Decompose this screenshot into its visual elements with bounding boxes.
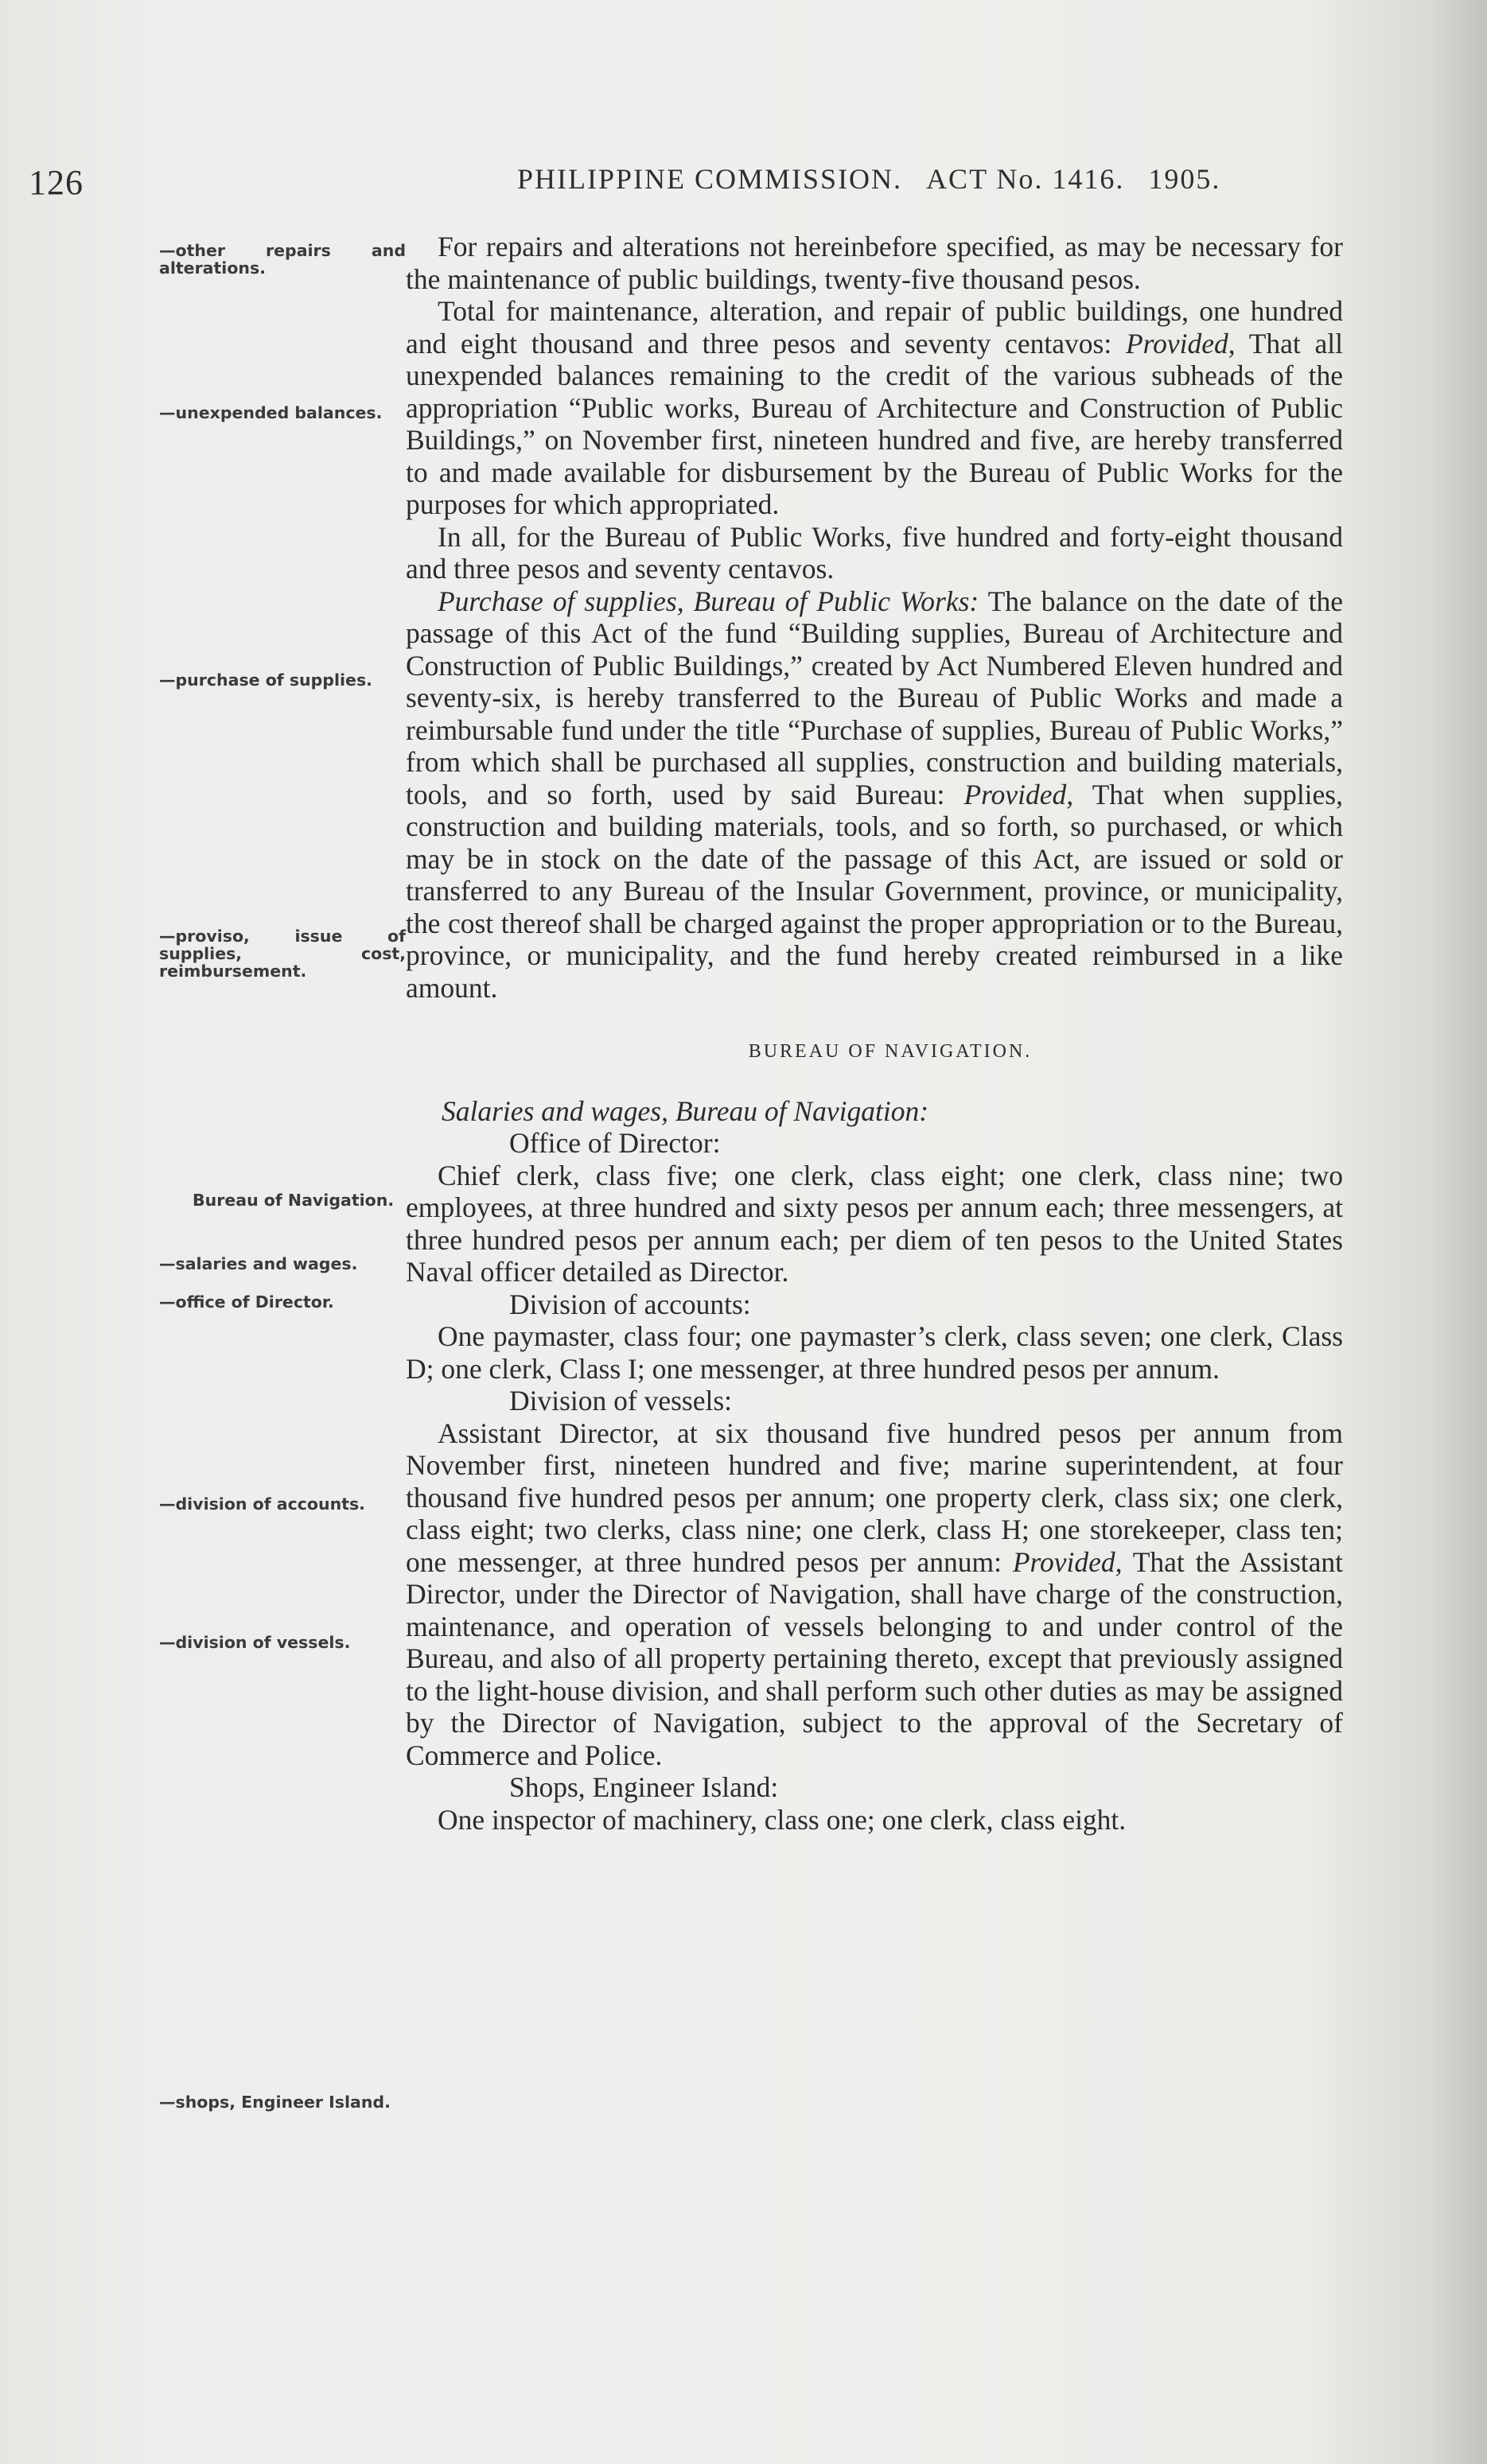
subheading-shops-engineer-island: Shops, Engineer Island:	[509, 1771, 779, 1803]
text-run: The balance on the date of the passage of this Act of the fund “Building supplies, Bureau of Architecture and Construction of Public Buildings,” created by Act Numbered Eleven hundred and seventy-six, is hereby transferred to the Bureau of Public Works and made a reimbursable fund under the title “Purchase of supplies, Bureau of Public Works,” from which shall be purchased all supplies, construction and building materials, tools, and so forth, used by said Bureau:	[406, 585, 1343, 810]
section-heading-bureau-of-navigation: BUREAU OF NAVIGATION.	[748, 1041, 1033, 1062]
text-run: Total for maintenance, alteration, and repair of public buildings, one hundred and eight thousand and three pesos and seventy centavos:	[406, 295, 1343, 359]
subheading-division-of-accounts: Division of accounts:	[509, 1288, 751, 1320]
text-run: That the Assistant Director, under the Director of Navigation, shall have charge of the construction, maintenance, and operation of vessels belonging to and under control of the Bureau, and also of all property pertaining thereto, except that previously assigned to the light-house division, and shall perform such other duties as may be assigned by the Director of Navigation, subject to the approval of the Secretary of Commerce and Police.	[406, 1545, 1343, 1771]
paragraph-division-of-vessels	[406, 1417, 1343, 1772]
text-run: Assistant Director, at six thousand five hundred pesos per annum from November first, nineteen hundred and five; marine superintendent, at four thousand five hundred pesos per annum; one property clerk, class six; one clerk, class eight; two clerks, class nine; one clerk, class H; one storekeeper, class ten; one messenger, at three hundred pesos per annum:	[406, 1417, 1343, 1578]
provided-italic: Provided,	[1012, 1545, 1123, 1578]
margin-note-bureau-of-navigation: Bureau of Navigation.	[193, 1191, 395, 1210]
paragraph-total-maintenance	[406, 295, 1343, 521]
subheading-office-of-director: Office of Director:	[509, 1127, 721, 1159]
margin-note-office-of-director: —office of Director.	[159, 1292, 334, 1312]
paragraph-other-repairs: For repairs and alterations not hereinbefore specified, as may be necessary for the maintenance of public buildings, twenty-five thousand pesos.	[406, 231, 1343, 295]
margin-note-shops-engineer-island: —shops, Engineer Island.	[159, 2093, 391, 2112]
paragraph-in-all: In all, for the Bureau of Public Works, five hundred and forty-eight thousand and three pesos and seventy centavos.	[406, 520, 1343, 585]
paragraph-division-of-accounts: One paymaster, class four; one paymaster’s clerk, class seven; one clerk, Class D; one clerk, Class I; one messenger, at three hundred pesos per annum.	[406, 1320, 1343, 1385]
subheading-division-of-vessels: Division of vessels:	[509, 1385, 733, 1417]
margin-note-division-of-accounts: —division of accounts.	[159, 1494, 365, 1514]
margin-note-other-repairs: —other repairs and alterations.	[159, 241, 406, 278]
margin-note-proviso-issue: —proviso, issue of supplies, cost, reimbursement.	[159, 927, 406, 981]
margin-note-unexpended-balances: —unexpended balances.	[159, 403, 383, 422]
page-number: 126	[29, 163, 84, 202]
margin-note-salaries-and-wages: —salaries and wages.	[159, 1254, 358, 1273]
running-head-year: 1905.	[1148, 163, 1221, 195]
main-text-column	[406, 231, 1343, 1836]
running-head-title: PHILIPPINE COMMISSION.	[517, 163, 903, 195]
paragraph-purchase-of-supplies	[406, 585, 1343, 1005]
subheading-salaries-and-wages: Salaries and wages, Bureau of Navigation:	[442, 1094, 929, 1127]
running-head	[517, 162, 1244, 196]
paragraph-shops-engineer-island: One inspector of machinery, class one; one clerk, class eight.	[438, 1803, 1127, 1836]
text-run: That all unexpended balances remaining to the credit of the various subheads of the appropriation “Public works, Bureau of Architecture and Construction of Public Buildings,” on November first, nineteen hundred and five, are hereby transferred to and made available for disbursement by the Bureau of Public Works for the purposes for which appropriated.	[406, 327, 1343, 520]
margin-note-division-of-vessels: —division of vessels.	[159, 1633, 351, 1652]
page-edge-shadow	[1431, 0, 1487, 2464]
purchase-of-supplies-italic: Purchase of supplies, Bureau of Public Works:	[438, 585, 979, 617]
paragraph-office-of-director: Chief clerk, class five; one clerk, class eight; one clerk, class nine; two employees, at three hundred and sixty pesos per annum each; three messengers, at three hundred pesos per annum each; per diem of ten pesos to the United States Naval officer detailed as Director.	[406, 1159, 1343, 1288]
running-head-act: ACT No. 1416.	[926, 163, 1125, 195]
provided-italic: Provided,	[1125, 327, 1236, 359]
text-run: That when supplies, construction and building materials, tools, and so forth, so purchased, or which may be in stock on the date of the passage of this Act, are issued or sold or transferred to any Bureau of the Insular Government, province, or municipality, the cost thereof shall be charged against the proper appropriation or to the Bureau, province, or municipality, and the fund hereby created reimbursed in a like amount.	[406, 778, 1343, 1004]
margin-note-purchase-of-supplies: —purchase of supplies.	[159, 670, 372, 690]
provided-italic: Provided,	[963, 778, 1074, 810]
